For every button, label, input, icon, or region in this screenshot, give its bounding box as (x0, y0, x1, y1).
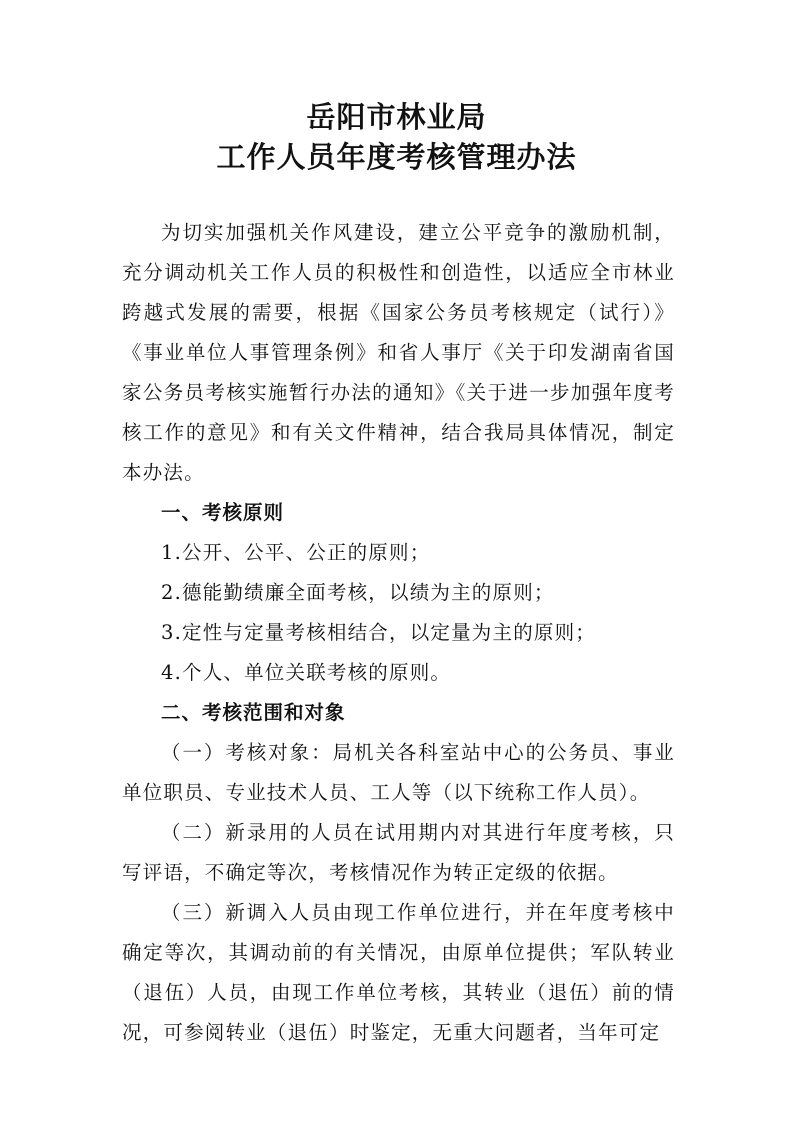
scope-paragraph: （二）新录用的人员在试用期内对其进行年度考核，只写评语，不确定等次，考核情况作为转正定级的依据。 (122, 821, 675, 884)
document-body (122, 213, 675, 1053)
principle-item: 3.定性与定量考核相结合，以定量为主的原则； (161, 621, 597, 644)
scope-paragraph: （一）考核对象：局机关各科室站中心的公务员、事业单位职员、专业技术人员、工人等（以下统称工作人员）。 (122, 741, 675, 804)
principle-item: 4.个人、单位关联考核的原则。 (161, 661, 452, 684)
section-heading-principles: 一、考核原则 (161, 501, 285, 524)
intro-paragraph: 为切实加强机关作风建设，建立公平竞争的激励机制，充分调动机关工作人员的积极性和创造性，以适应全市林业跨越式发展的需要，根据《国家公务员考核规定（试行）》《事业单位人事管理条例》和省人事厅《关于印发湖南省国家公务员考核实施暂行办法的通知》《关于进一步加强年度考核工作的意见》和有关文件精神，结合我局具体情况，制定本办法。 (122, 221, 675, 484)
principle-item: 1.公开、公平、公正的原则； (161, 541, 431, 564)
document-title-line2: 工作人员年度考核管理办法 (216, 140, 577, 174)
section-heading-scope: 二、考核范围和对象 (161, 701, 346, 724)
document-title-line1: 岳阳市林业局 (306, 100, 487, 134)
principle-item: 2.德能勤绩廉全面考核，以绩为主的原则； (161, 581, 555, 604)
scope-paragraph: （三）新调入人员由现工作单位进行，并在年度考核中确定等次，其调动前的有关情况，由原单位提供；军队转业（退伍）人员，由现工作单位考核，其转业（退伍）前的情况，可参阅转业（退伍）时鉴定，无重大问题者，当年可定 (122, 901, 675, 1044)
